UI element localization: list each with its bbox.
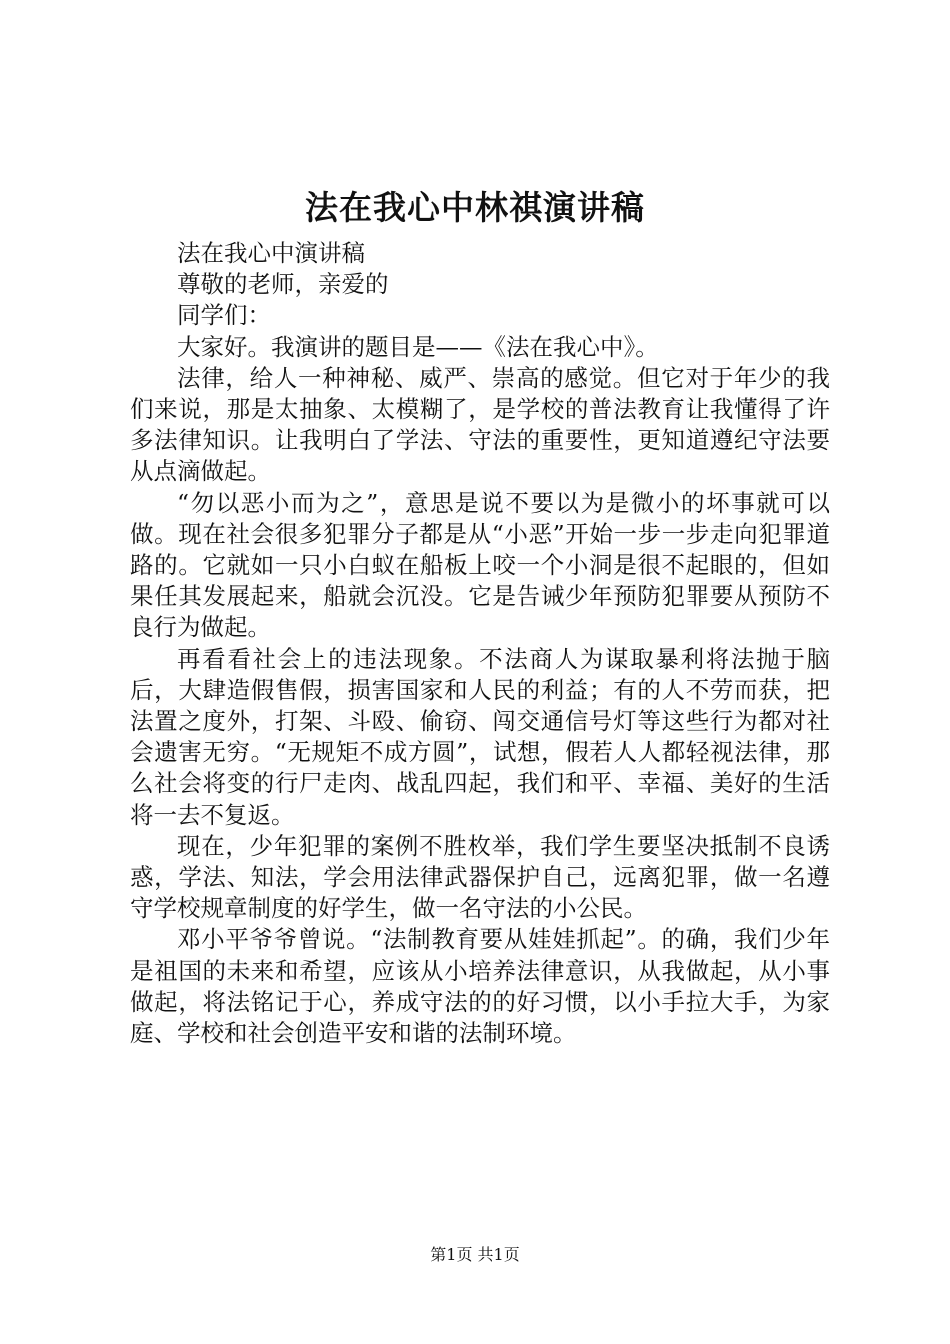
paragraph-4: 现在，少年犯罪的案例不胜枚举，我们学生要坚决抵制不良诱惑，学法、知法，学会用法律武器保护自己，远离犯罪，做一名遵守学校规章制度的好学生，做一名守法的小公民。 (130, 831, 830, 923)
paragraph-3: 再看看社会上的违法现象。不法商人为谋取暴利将法抛于脑后，大肆造假售假，损害国家和人民的利益；有的人不劳而获，把法置之度外，打架、斗殴、偷窃、闯交通信号灯等这些行为都对社会遗害无穷。“无规矩不成方圆”，试想，假若人人都轻视法律，那么社会将变的行尸走肉、战乱四起，我们和平、幸福、美好的生活将一去不复返。 (130, 644, 830, 829)
document-title: 法在我心中林祺演讲稿 (305, 188, 645, 227)
page-footer: 第1页 共1页 (430, 1245, 520, 1264)
paragraph-1: 法律，给人一种神秘、威严、崇高的感觉。但它对于年少的我们来说，那是太抽象、太模糊了，是学校的普法教育让我懂得了许多法律知识。让我明白了学法、守法的重要性，更知道遵纪守法要从点滴做起。 (130, 363, 830, 486)
header-line-salutation: 尊敬的老师，亲爱的 (177, 270, 389, 299)
paragraph-5: 邓小平爷爷曾说。“法制教育要从娃娃抓起”。的确，我们少年是祖国的未来和希望，应该从小培养法律意识，从我做起，从小事做起，将法铭记于心，养成守法的的好习惯，以小手拉大手，为家庭、学校和社会创造平安和谐的法制环境。 (130, 925, 830, 1048)
document-body (130, 238, 830, 1049)
paragraph-2: “勿以恶小而为之”，意思是说不要以为是微小的坏事就可以做。现在社会很多犯罪分子都是从“小恶”开始一步一步走向犯罪道路的。它就如一只小白蚁在船板上咬一个小洞是很不起眼的，但如果任其发展起来，船就会沉没。它是告诫少年预防犯罪要从预防不良行为做起。 (130, 488, 830, 642)
header-line-subtitle: 法在我心中演讲稿 (177, 239, 365, 267)
header-line-greeting: 大家好。我演讲的题目是——《法在我心中》。 (177, 332, 659, 361)
header-line-salutation-cont: 同学们： (177, 301, 271, 330)
